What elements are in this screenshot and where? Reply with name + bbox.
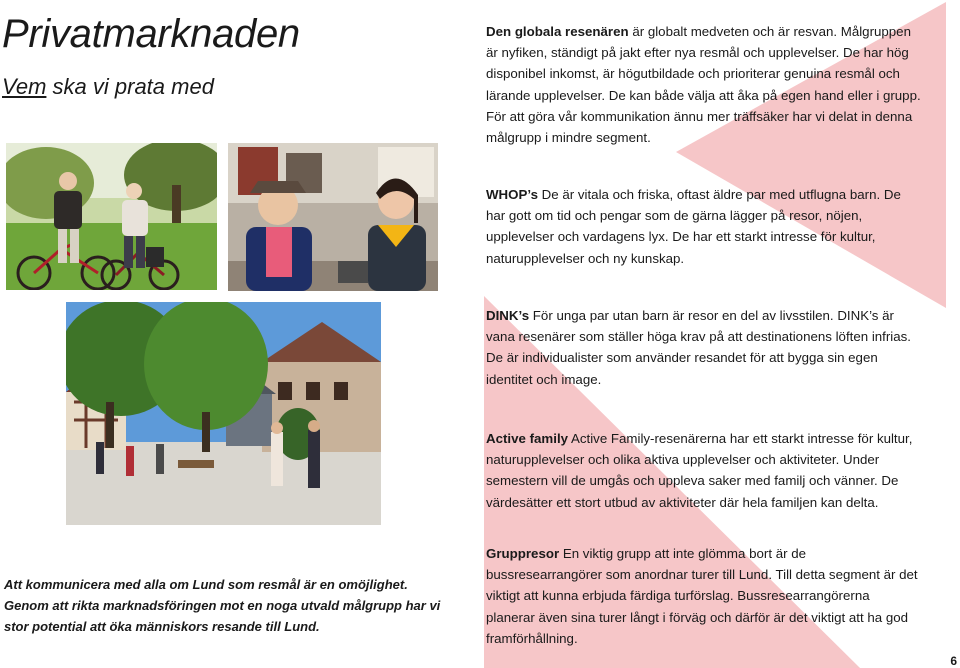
segment-description: är globalt medveten och är resvan. Målgruppen är nyfiken, ständigt på jakt efter nya resmål och upplevelser. De har hög disponibel inkomst, är högutbildade och prioriterar genuina resmål och lärande upplevelser. De kan både välja att åka på egen hand eller i grupp. För att göra vår kommunikation ännu mer träffsäker har vi delat in denna målgrupp i mindre segment. [486, 24, 921, 146]
closing-quote [4, 574, 444, 637]
segment-whops [486, 184, 922, 269]
segment-description: Active Family-resenärerna har ett starkt intresse för kultur, naturupplevelser och olika aktiva upplevelser och aktiviteter. Under semestern vill de umgås och uppleva saker med familj och vänner. De värdesätter ett stort utbud av aktiviteter där hela familjen kan delta. [486, 431, 913, 510]
subtitle-rest: ska vi prata med [46, 74, 214, 99]
segment-description: För unga par utan barn är resor en del av livsstilen. DINK’s är vana resenärer som ställer höga krav på att destinationens löften infrias. De är individualister som använder resandet för att bygga sin egen identitet och image. [486, 308, 911, 387]
photo-cyclists-in-park [6, 143, 217, 290]
page-title: Privatmarknaden [2, 12, 300, 56]
quote-line-1: Att kommunicera med alla om Lund som resmål är en omöjlighet. [4, 577, 408, 592]
page-number: 6 [950, 654, 957, 668]
segment-name: WHOP’s [486, 187, 538, 202]
page-subtitle [2, 74, 214, 100]
segment-active-family [486, 428, 922, 513]
segment-dinks [486, 305, 922, 390]
photo-couple-at-cafe [228, 143, 438, 291]
segment-description: En viktig grupp att inte glömma bort är de bussresearrangörer som anordnar turer till Lund. Till detta segment är det viktigt att kunna erbjuda färdiga turförslag. Bussresearrangörerna planerar även sina turer långt i förväg och därför är det viktigt att ha god framförhållning. [486, 546, 918, 646]
segment-group-travel [486, 543, 922, 649]
segment-global-traveller [486, 21, 922, 148]
segment-name: DINK’s [486, 308, 530, 323]
segment-name: Active family [486, 431, 569, 446]
segment-name: Gruppresor [486, 546, 560, 561]
quote-line-2: Genom att rikta marknadsföringen mot en noga utvald målgrupp har vi stor potential att öka människors resande till Lund. [4, 598, 441, 634]
segment-description: De är vitala och friska, oftast äldre par med utflugna barn. De har gott om tid och pengar som de gärna lägger på resor, nöjen, upplevelser och vardagens lyx. De har ett starkt intresse för kultur, naturupplevelser och ny kunskap. [486, 187, 901, 266]
photo-town-square [66, 302, 381, 525]
subtitle-underlined-word: Vem [2, 74, 47, 99]
segment-name: Den globala resenären [486, 24, 629, 39]
